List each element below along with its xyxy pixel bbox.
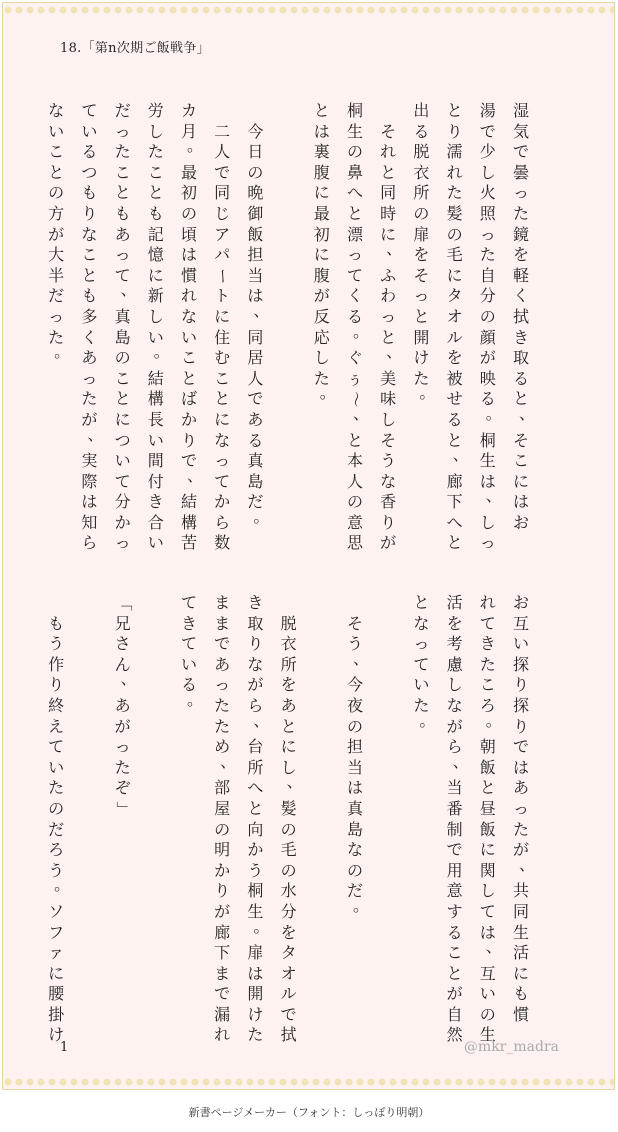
text-column: そ う 、 今 夜 の 担 当 は 真 島 な の だ 。 bbox=[346, 613, 369, 915]
text-column: 二 人 で 同 じ ア パ ー ト に 住 む こ と に な っ て か ら 数 bbox=[213, 121, 233, 553]
text-column: そ れ と 同 時 に 、 ふ わ っ と 、 美 味 し そ う な 香 り が bbox=[380, 121, 403, 553]
generator-footer: 新書ページメーカー（フォント：しっぽり明朝） bbox=[188, 1106, 430, 1119]
text-column: だ っ た こ と も あ っ て 、 真 島 の こ と に つ い て 分 か っ bbox=[114, 101, 137, 553]
page-sheet bbox=[2, 2, 615, 1090]
bottom-dotted-border bbox=[3, 1077, 614, 1087]
text-column: お 互 い 探 り 探 り で は あ っ た が 、 共 同 生 活 に も 慣 bbox=[512, 593, 535, 1024]
text-column: 出 る 脱 衣 所 の 扉 を そ っ と 開 け た 。 bbox=[413, 101, 436, 403]
text-column: 桐 生 の 鼻 へ と 漂 っ て く る 。 ぐ ぅ 〜 、 と 本 人 の 意 思 bbox=[346, 101, 369, 553]
top-dotted-border bbox=[3, 5, 614, 15]
text-column: れ て き た こ ろ 。 朝 飯 と 昼 飯 に 関 し て は 、 互 い の 生 bbox=[479, 593, 502, 1045]
text-column: と は 裏 腹 に 最 初 に 腹 が 反 応 し た 。 bbox=[313, 101, 336, 403]
text-column: カ 月 。 最 初 の 頃 は 慣 れ な い こ と ば か り で 、 結 構 苦 bbox=[180, 101, 203, 553]
chapter-header: 18.「第n次期ご飯戦争」 bbox=[60, 41, 210, 56]
text-column: も う 作 り 終 え て い た の だ ろ う 。 ソ フ ァ に 腰 掛 け bbox=[48, 613, 71, 1045]
text-column: き 取 り な が ら 、 台 所 へ と 向 か う 桐 生 。 扉 は 開 け た bbox=[247, 593, 270, 1045]
text-column: 労 し た こ と も 記 憶 に 新 し い 。 結 構 長 い 間 付 き 合 い bbox=[147, 101, 170, 553]
text-column: な い こ と の 方 が 大 半 だ っ た 。 bbox=[48, 101, 71, 362]
author-credit: @mkr_madra bbox=[463, 1039, 559, 1055]
text-column: と り 濡 れ た 髪 の 毛 に タ オ ル を 被 せ る と 、 廊 下 へ と bbox=[446, 101, 469, 553]
text-column: て き て い る 。 bbox=[180, 593, 203, 709]
text-column: 湿 気 で 曇 っ た 鏡 を 軽 く 拭 き 取 る と 、 そ こ に は お bbox=[512, 101, 535, 532]
text-column: 今 日 の 晩 御 飯 担 当 は 、 同 居 人 で あ る 真 島 だ 。 bbox=[247, 121, 270, 526]
text-column: 「 兄 さ ん 、 あ が っ た ぞ 」 bbox=[113, 595, 137, 818]
text-column: 活 を 考 慮 し な が ら 、 当 番 制 で 用 意 す る こ と が 自 然 bbox=[446, 593, 469, 1045]
text-column: 湯 で 少 し 火 照 っ た 自 分 の 顔 が 映 る 。 桐 生 は 、 し っ bbox=[479, 101, 502, 553]
page-number: 1 bbox=[60, 1040, 69, 1055]
text-column: て い る つ も り な こ と も 多 く あ っ た が 、 実 際 は 知 ら bbox=[81, 101, 104, 553]
text-column: と な っ て い た 。 bbox=[413, 593, 436, 730]
text-column: 脱 衣 所 を あ と に し 、 髪 の 毛 の 水 分 を タ オ ル で 拭 bbox=[280, 613, 303, 1045]
text-column: ま ま で あ っ た た め 、 部 屋 の 明 か り が 廊 下 ま で 漏 れ bbox=[214, 593, 237, 1045]
